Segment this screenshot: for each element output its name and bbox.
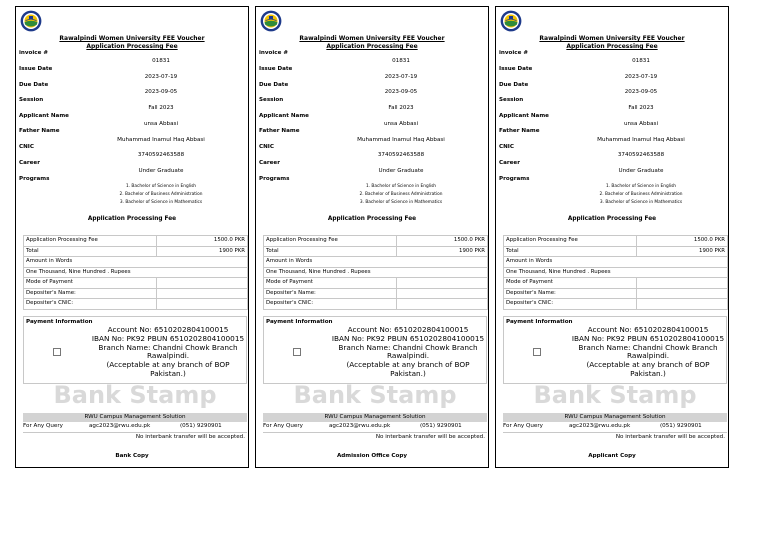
bank-account-details [328,326,488,379]
acceptance-note: (Acceptable at any branch of BOP Pakistan.) [106,360,230,378]
session-value: Fall 2023 [628,105,654,111]
interbank-note: No interbank transfer will be accepted. [135,434,245,440]
issue-date-value: 2023-07-19 [384,74,418,80]
amount-words-value-cell: One Thousand, Nine Hundred . Rupees [24,267,248,278]
fee-title: Application Processing Fee [326,43,418,50]
table-row [264,236,488,247]
table-row [504,267,728,278]
cnic-value: 3740592463588 [377,152,425,158]
amount-words-value-cell: One Thousand, Nine Hundred . Rupees [504,267,728,278]
campus-management-banner: RWU Campus Management Solution [263,413,487,422]
program-item: 3. Bachelor of Science in Mathematics [119,200,203,205]
fee-amount-cell: 1500.0 PKR [157,236,248,247]
career-value: Under Graduate [378,168,424,174]
program-item: 1. Bachelor of Science in English [365,184,437,189]
invoice-value: 01831 [632,58,650,64]
payment-mode-field[interactable] [157,278,248,289]
voucher-sheet [15,6,751,472]
fee-table [263,235,488,310]
cnic-label: CNIC [499,144,514,150]
query-email: agc2023@rwu.edu.pk [89,423,151,429]
depositor-name-field[interactable] [397,288,488,299]
due-date-value: 2023-09-05 [624,89,658,95]
depositor-name-label-cell: Depositer's Name: [24,288,157,299]
account-number: Account No: 6510202804100015 [347,325,469,334]
university-title: Rawalpindi Women University FEE Voucher [299,35,445,42]
table-row [24,267,248,278]
applicant-name-label: Applicant Name [259,113,309,119]
university-title: Rawalpindi Women University FEE Voucher [539,35,685,42]
programs-label: Programs [19,176,50,182]
amount-words-label-cell: Amount in Words [24,257,248,268]
section-title: Application Processing Fee [567,216,657,222]
fee-table [23,235,248,310]
table-row [504,257,728,268]
query-label: For Any Query [503,423,543,429]
payment-mode-label-cell: Mode of Payment [264,278,397,289]
issue-date-value: 2023-07-19 [624,74,658,80]
branch-name: Branch Name: Chandni Chowk Branch Rawalpindi. [98,342,238,361]
query-label: For Any Query [23,423,63,429]
university-logo-icon [500,10,522,32]
payment-information-title: Payment Information [26,319,93,325]
cnic-label: CNIC [259,144,274,150]
applicant-name-label: Applicant Name [19,113,69,119]
due-date-label: Due Date [19,82,49,88]
fee-label-cell: Application Processing Fee [264,236,397,247]
father-name-label: Father Name [499,128,540,134]
depositor-cnic-label-cell: Depositer's CNIC: [24,299,157,310]
fee-table [503,235,728,310]
career-value: Under Graduate [138,168,184,174]
program-item: 2. Bachelor of Business Administration [359,192,443,197]
session-label: Session [499,97,524,103]
table-row [504,246,728,257]
table-row [504,288,728,299]
cnic-value: 3740592463588 [617,152,665,158]
table-row [264,278,488,289]
table-row [24,257,248,268]
fee-title: Application Processing Fee [566,43,658,50]
cnic-value: 3740592463588 [137,152,185,158]
applicant-name-value: unsa Abbasi [143,121,179,127]
branch-name: Branch Name: Chandni Chowk Branch Rawalpindi. [338,342,478,361]
payment-mode-field[interactable] [637,278,728,289]
university-logo-icon [260,10,282,32]
cnic-label: CNIC [19,144,34,150]
payment-checkbox[interactable] [293,348,301,356]
iban-number: IBAN No: PK92 PBUN 6510202804100015 [91,333,245,343]
table-row [264,267,488,278]
fee-voucher [255,6,489,468]
father-name-label: Father Name [19,128,60,134]
payment-information-title: Payment Information [506,319,573,325]
career-label: Career [259,160,280,166]
table-row [24,299,248,310]
footer-divider [263,432,487,433]
programs-label: Programs [259,176,290,182]
issue-date-label: Issue Date [499,66,533,72]
payment-information-title: Payment Information [266,319,333,325]
payment-information-box [263,316,487,384]
father-name-value: Muhammad Inamul Haq Abbasi [117,137,205,143]
programs-label: Programs [499,176,530,182]
program-item: 1. Bachelor of Science in English [605,184,677,189]
session-value: Fall 2023 [388,105,414,111]
campus-management-banner: RWU Campus Management Solution [503,413,727,422]
interbank-note: No interbank transfer will be accepted. [615,434,725,440]
query-phone: (051) 9290901 [660,423,702,429]
due-date-value: 2023-09-05 [384,89,418,95]
issue-date-label: Issue Date [259,66,293,72]
father-name-label: Father Name [259,128,300,134]
total-label-cell: Total [264,246,397,257]
payment-checkbox[interactable] [533,348,541,356]
fee-title: Application Processing Fee [86,43,178,50]
amount-words-label-cell: Amount in Words [264,257,488,268]
copy-label: Admission Office Copy [336,453,408,459]
career-label: Career [19,160,40,166]
payment-checkbox[interactable] [53,348,61,356]
section-title: Application Processing Fee [327,216,417,222]
fee-label-cell: Application Processing Fee [24,236,157,247]
issue-date-label: Issue Date [19,66,53,72]
session-label: Session [259,97,284,103]
depositor-cnic-field[interactable] [637,299,728,310]
career-value: Under Graduate [618,168,664,174]
bank-stamp-area: Bank Stamp [293,381,457,409]
table-row [24,278,248,289]
depositor-name-field[interactable] [637,288,728,299]
amount-words-value-cell: One Thousand, Nine Hundred . Rupees [264,267,488,278]
depositor-cnic-field[interactable] [157,299,248,310]
interbank-note: No interbank transfer will be accepted. [375,434,485,440]
depositor-cnic-field[interactable] [397,299,488,310]
applicant-name-label: Applicant Name [499,113,549,119]
query-email: agc2023@rwu.edu.pk [329,423,391,429]
total-amount-cell: 1900 PKR [157,246,248,257]
invoice-value: 01831 [392,58,410,64]
fee-amount-cell: 1500.0 PKR [397,236,488,247]
fee-voucher [15,6,249,468]
branch-name: Branch Name: Chandni Chowk Branch Rawalpindi. [578,342,718,361]
table-row [504,299,728,310]
total-label-cell: Total [504,246,637,257]
total-amount-cell: 1900 PKR [397,246,488,257]
program-item: 2. Bachelor of Business Administration [119,192,203,197]
table-row [504,278,728,289]
table-row [24,236,248,247]
career-label: Career [499,160,520,166]
bank-account-details [568,326,728,379]
account-number: Account No: 6510202804100015 [107,325,229,334]
depositor-cnic-label-cell: Depositer's CNIC: [264,299,397,310]
depositor-name-field[interactable] [157,288,248,299]
payment-information-box [23,316,247,384]
program-item: 1. Bachelor of Science in English [125,184,197,189]
invoice-label: invoice # [499,50,529,56]
payment-mode-label-cell: Mode of Payment [24,278,157,289]
copy-label: Applicant Copy [588,453,636,459]
depositor-name-label-cell: Depositer's Name: [264,288,397,299]
session-value: Fall 2023 [148,105,174,111]
iban-number: IBAN No: PK92 PBUN 6510202804100015 [331,333,485,343]
invoice-label: invoice # [259,50,289,56]
amount-words-label-cell: Amount in Words [504,257,728,268]
footer-divider [23,432,247,433]
program-item: 3. Bachelor of Science in Mathematics [599,200,683,205]
program-item: 3. Bachelor of Science in Mathematics [359,200,443,205]
footer-divider [503,432,727,433]
payment-mode-label-cell: Mode of Payment [504,278,637,289]
query-label: For Any Query [263,423,303,429]
bank-stamp-area: Bank Stamp [53,381,217,409]
due-date-label: Due Date [499,82,529,88]
due-date-value: 2023-09-05 [144,89,178,95]
father-name-value: Muhammad Inamul Haq Abbasi [597,137,685,143]
university-title: Rawalpindi Women University FEE Voucher [59,35,205,42]
acceptance-note: (Acceptable at any branch of BOP Pakistan.) [586,360,710,378]
query-email: agc2023@rwu.edu.pk [569,423,631,429]
bank-account-details [88,326,248,379]
table-row [24,288,248,299]
payment-information-box [503,316,727,384]
table-row [24,246,248,257]
applicant-name-value: unsa Abbasi [383,121,419,127]
total-amount-cell: 1900 PKR [637,246,728,257]
total-label-cell: Total [24,246,157,257]
table-row [264,246,488,257]
table-row [264,257,488,268]
bank-stamp-area: Bank Stamp [533,381,697,409]
table-row [264,299,488,310]
table-row [504,236,728,247]
depositor-name-label-cell: Depositer's Name: [504,288,637,299]
campus-management-banner: RWU Campus Management Solution [23,413,247,422]
section-title: Application Processing Fee [87,216,177,222]
applicant-name-value: unsa Abbasi [623,121,659,127]
issue-date-value: 2023-07-19 [144,74,178,80]
query-phone: (051) 9290901 [420,423,462,429]
invoice-label: invoice # [19,50,49,56]
fee-voucher [495,6,729,468]
invoice-value: 01831 [152,58,170,64]
fee-label-cell: Application Processing Fee [504,236,637,247]
fee-amount-cell: 1500.0 PKR [637,236,728,247]
account-number: Account No: 6510202804100015 [587,325,709,334]
table-row [264,288,488,299]
session-label: Session [19,97,44,103]
acceptance-note: (Acceptable at any branch of BOP Pakistan.) [346,360,470,378]
father-name-value: Muhammad Inamul Haq Abbasi [357,137,445,143]
query-phone: (051) 9290901 [180,423,222,429]
due-date-label: Due Date [259,82,289,88]
depositor-cnic-label-cell: Depositer's CNIC: [504,299,637,310]
program-item: 2. Bachelor of Business Administration [599,192,683,197]
payment-mode-field[interactable] [397,278,488,289]
university-logo-icon [20,10,42,32]
copy-label: Bank Copy [115,453,149,459]
iban-number: IBAN No: PK92 PBUN 6510202804100015 [571,333,725,343]
